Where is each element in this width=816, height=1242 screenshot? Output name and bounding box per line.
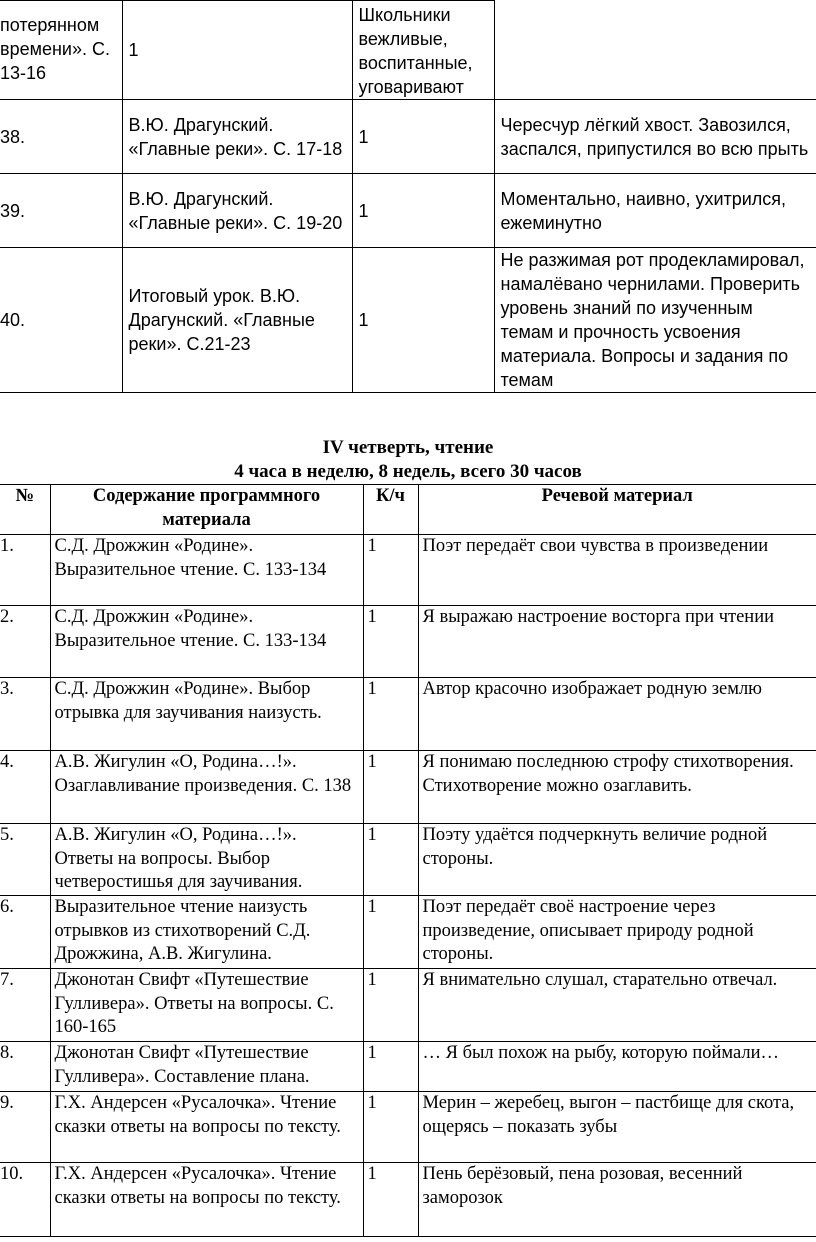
table-row	[0, 100, 816, 174]
row-speech-cell: Я понимаю последнюю строфу стихотворения. Стихотворение можно озаглавить.	[418, 751, 816, 824]
header-number: №	[0, 485, 50, 535]
row-speech-cell: Поэт передаёт своё настроение через произведение, описывает природу родной стороны.	[418, 896, 816, 969]
row-number-cell: 10.	[0, 1163, 50, 1237]
row-hours-cell: 1	[363, 824, 418, 896]
row-hours-cell: 1	[363, 1042, 418, 1092]
row-hours-cell: 1	[352, 174, 494, 248]
table-row	[0, 896, 816, 969]
row-number-cell: 39.	[0, 174, 122, 248]
row-hours-cell: 1	[363, 535, 418, 606]
row-number-cell: 8.	[0, 1042, 50, 1092]
row-number-cell: 2.	[0, 606, 50, 678]
row-hours-cell: 1	[363, 606, 418, 678]
row-content-cell: А.В. Жигулин «О, Родина…!». Озаглавливание произведения. С. 138	[50, 751, 363, 824]
header-content: Содержание программного материала	[50, 485, 363, 535]
row-content-cell: Джонотан Свифт «Путешествие Гулливера». Составление плана.	[50, 1042, 363, 1092]
row-content-cell: С.Д. Дрожжин «Родине». Выразительное чтение. С. 133-134	[50, 606, 363, 678]
table-header-row	[0, 485, 816, 535]
row-hours-cell: 1	[363, 896, 418, 969]
row-number-cell: 6.	[0, 896, 50, 969]
row-speech-cell: Школьники вежливые, воспитанные, уговаривают	[352, 1, 494, 100]
row-speech-cell: Поэт передаёт свои чувства в произведении	[418, 535, 816, 606]
section-subtitle: 4 часа в неделю, 8 недель, всего 30 часов	[234, 461, 582, 482]
row-hours-cell: 1	[122, 1, 352, 100]
table-row	[0, 678, 816, 751]
section-title: IV четверть, чтение	[322, 437, 494, 458]
row-number-cell: 40.	[0, 248, 122, 393]
row-content-cell: В.Ю. Драгунский. «Главные реки». С. 17-18	[122, 100, 352, 174]
table-row	[0, 1042, 816, 1092]
row-speech-cell: Я выражаю настроение восторга при чтении	[418, 606, 816, 678]
row-speech-cell: Мерин – жеребец, выгон – пастбище для скота, ощерясь – показать зубы	[418, 1092, 816, 1163]
row-speech-cell: Не разжимая рот продекламировал, намалёвано чернилами. Проверить уровень знаний по изученным темам и прочность усвоения материала. Вопросы и задания по темам	[494, 248, 816, 393]
reading-plan-table	[0, 484, 816, 1237]
row-number-cell: 7.	[0, 969, 50, 1042]
row-number-cell: 1.	[0, 535, 50, 606]
row-speech-cell: Я внимательно слушал, старательно отвечал.	[418, 969, 816, 1042]
row-hours-cell: 1	[363, 678, 418, 751]
row-content-cell: С.Д. Дрожжин «Родине». Выбор отрывка для заучивания наизусть.	[50, 678, 363, 751]
table-row	[0, 1163, 816, 1237]
row-content-cell: Джонотан Свифт «Путешествие Гулливера». Ответы на вопросы. С. 160-165	[50, 969, 363, 1042]
lesson-table-continued	[0, 0, 816, 393]
row-speech-cell: Поэту удаётся подчеркнуть величие родной стороны.	[418, 824, 816, 896]
row-extra-cell	[494, 1, 816, 100]
row-content-cell: В.Ю. Драгунский. «Главные реки». С. 19-20	[122, 174, 352, 248]
row-number-cell: 3.	[0, 678, 50, 751]
row-number-cell: 38.	[0, 100, 122, 174]
row-number-cell: 9.	[0, 1092, 50, 1163]
row-hours-cell: 1	[363, 969, 418, 1042]
row-speech-cell: Автор красочно изображает родную землю	[418, 678, 816, 751]
row-hours-cell: 1	[352, 100, 494, 174]
row-speech-cell: … Я был похож на рыбу, которую поймали…	[418, 1042, 816, 1092]
table-row	[0, 1092, 816, 1163]
row-hours-cell: 1	[363, 751, 418, 824]
row-speech-cell: Чересчур лёгкий хвост. Завозился, заспался, припустился во всю прыть	[494, 100, 816, 174]
row-hours-cell: 1	[363, 1092, 418, 1163]
row-hours-cell: 1	[352, 248, 494, 393]
row-content-cell: Выразительное чтение наизусть отрывков из стихотворений С.Д. Дрожжина, А.В. Жигулина.	[50, 896, 363, 969]
row-content-cell: С.Д. Дрожжин «Родине». Выразительное чтение. С. 133-134	[50, 535, 363, 606]
row-content-cell: потерянном времени». С. 13-16	[0, 1, 122, 100]
header-speech: Речевой материал	[418, 485, 816, 535]
row-hours-cell: 1	[363, 1163, 418, 1237]
row-content-cell: Итоговый урок. В.Ю. Драгунский. «Главные реки». С.21-23	[122, 248, 352, 393]
row-content-cell: Г.Х. Андерсен «Русалочка». Чтение сказки ответы на вопросы по тексту.	[50, 1092, 363, 1163]
row-content-cell: А.В. Жигулин «О, Родина…!». Ответы на вопросы. Выбор четверостишья для заучивания.	[50, 824, 363, 896]
table-row	[0, 535, 816, 606]
table-row	[0, 174, 816, 248]
row-number-cell: 4.	[0, 751, 50, 824]
table-row	[0, 824, 816, 896]
table-row	[0, 606, 816, 678]
table-row	[0, 248, 816, 393]
table-row	[0, 969, 816, 1042]
row-speech-cell: Моментально, наивно, ухитрился, ежеминутно	[494, 174, 816, 248]
row-number-cell: 5.	[0, 824, 50, 896]
table-row	[0, 751, 816, 824]
row-speech-cell: Пень берёзовый, пена розовая, весенний заморозок	[418, 1163, 816, 1237]
header-hours: К/ч	[363, 485, 418, 535]
table-row	[0, 1, 816, 100]
row-content-cell: Г.Х. Андерсен «Русалочка». Чтение сказки ответы на вопросы по тексту.	[50, 1163, 363, 1237]
